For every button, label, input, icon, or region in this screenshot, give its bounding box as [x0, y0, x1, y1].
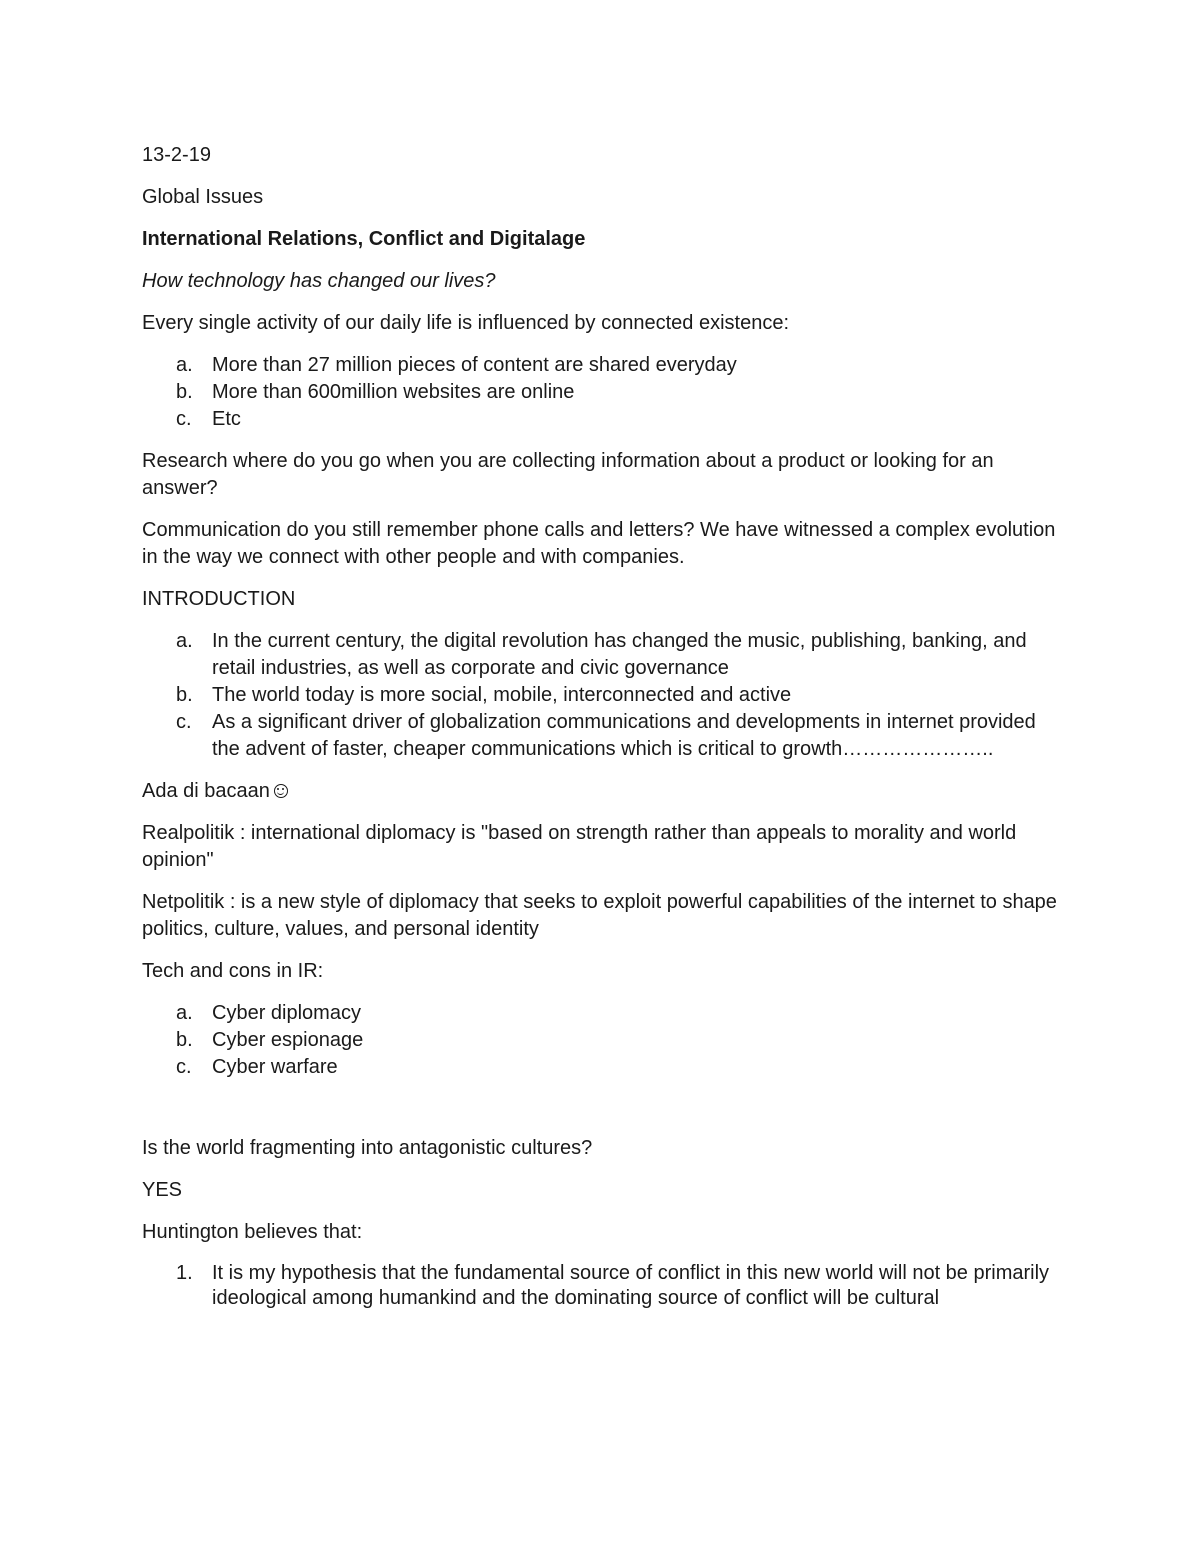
- communication-paragraph: Communication do you still remember phone calls and letters? We have witnessed a complex evolution in the way we connect with other people and with companies.: [142, 519, 1056, 568]
- introduction-list: [142, 628, 1062, 763]
- netpolitik-paragraph: Netpolitik : is a new style of diplomacy that seeks to exploit powerful capabilities of the internet to shape politics, culture, values, and personal identity: [142, 891, 1057, 940]
- list-item: [142, 1261, 1062, 1311]
- list-item-text: The world today is more social, mobile, interconnected and active: [212, 684, 792, 706]
- guiding-question: How technology has changed our lives?: [142, 270, 496, 292]
- huntington-line: Huntington believes that:: [142, 1221, 363, 1243]
- list-item-text: In the current century, the digital revolution has changed the music, publishing, banking, and retail industries, as well as corporate and civic governance: [212, 630, 1027, 679]
- list-item: [142, 379, 1062, 406]
- course-name: Global Issues: [142, 186, 264, 208]
- list-marker: b.: [176, 684, 193, 706]
- list-item: [142, 1027, 1062, 1054]
- list-marker: a.: [176, 1002, 193, 1024]
- huntington-list: [142, 1261, 1062, 1311]
- tech-cons-heading: Tech and cons in IR:: [142, 960, 324, 982]
- date-line: 13-2-19: [142, 144, 211, 166]
- list-marker: c.: [176, 711, 192, 733]
- realpolitik-paragraph: Realpolitik : international diplomacy is "based on strength rather than appeals to morality and world opinion": [142, 822, 1017, 871]
- list-item: [142, 406, 1062, 433]
- research-paragraph: Research where do you go when you are collecting information about a product or looking for an answer?: [142, 450, 994, 499]
- intro-line: Every single activity of our daily life is influenced by connected existence:: [142, 312, 790, 334]
- yes-answer: YES: [142, 1179, 183, 1201]
- list-marker: b.: [176, 381, 193, 403]
- list-marker: 1.: [176, 1262, 193, 1284]
- list-item-text: More than 600million websites are online: [212, 381, 575, 403]
- list-item-text: Cyber espionage: [212, 1029, 364, 1051]
- list-item-text: Cyber diplomacy: [212, 1002, 361, 1024]
- list-marker: c.: [176, 408, 192, 430]
- list-marker: a.: [176, 354, 193, 376]
- list-item-text: More than 27 million pieces of content are shared everyday: [212, 354, 737, 376]
- list-item: [142, 1054, 1062, 1081]
- smiley-icon: [274, 784, 288, 798]
- cyber-list: [142, 1000, 1062, 1081]
- list-item: [142, 628, 1062, 682]
- list-item-text: As a significant driver of globalization communications and developments in internet provided the advent of faster, cheaper communications which is critical to growth…………………..: [212, 711, 1036, 760]
- introduction-heading: INTRODUCTION: [142, 588, 296, 610]
- list-marker: b.: [176, 1029, 193, 1051]
- ada-line: [142, 778, 1062, 805]
- list-item: [142, 709, 1062, 763]
- content-stats-list: [142, 352, 1062, 433]
- fragment-question: Is the world fragmenting into antagonistic cultures?: [142, 1137, 593, 1159]
- list-marker: a.: [176, 630, 193, 652]
- list-item: [142, 682, 1062, 709]
- list-item: [142, 352, 1062, 379]
- document-page: [142, 142, 1062, 1326]
- ada-text: Ada di bacaan: [142, 780, 270, 802]
- list-item-text: It is my hypothesis that the fundamental source of conflict in this new world will not be primarily ideological among humankind and the dominating source of conflict will be cultural: [212, 1262, 1050, 1309]
- list-item-text: Etc: [212, 408, 241, 430]
- list-item-text: Cyber warfare: [212, 1056, 338, 1078]
- list-marker: c.: [176, 1056, 192, 1078]
- document-title: International Relations, Conflict and Digitalage: [142, 228, 586, 250]
- spacer: [142, 1096, 1062, 1135]
- list-item: [142, 1000, 1062, 1027]
